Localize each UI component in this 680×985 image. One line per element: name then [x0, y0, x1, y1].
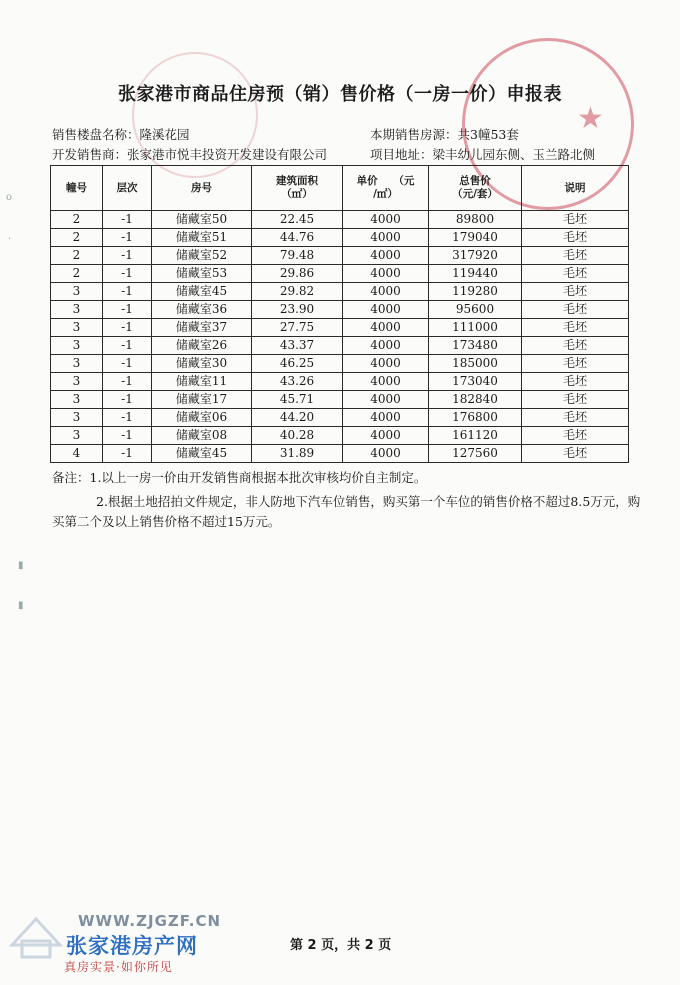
table-cell: 79.48	[252, 247, 343, 265]
table-cell: 毛坯	[522, 373, 629, 391]
table-cell: 182840	[429, 391, 522, 409]
table-body	[51, 211, 629, 463]
table-cell: 2	[51, 265, 103, 283]
table-row	[51, 301, 629, 319]
table-row	[51, 427, 629, 445]
table-cell: 毛坯	[522, 337, 629, 355]
table-cell: 储藏室50	[152, 211, 252, 229]
table-cell: 4000	[343, 391, 429, 409]
table-cell: 89800	[429, 211, 522, 229]
table-cell: 2	[51, 247, 103, 265]
scan-speck: ·	[8, 234, 12, 245]
table-cell: -1	[103, 211, 152, 229]
table-cell: 4000	[343, 319, 429, 337]
table-row	[51, 229, 629, 247]
table-cell: 3	[51, 283, 103, 301]
table-row	[51, 373, 629, 391]
table-cell: -1	[103, 319, 152, 337]
table-cell: 22.45	[252, 211, 343, 229]
table-cell: -1	[103, 247, 152, 265]
table-cell: -1	[103, 301, 152, 319]
table-cell: 161120	[429, 427, 522, 445]
table-cell: 2	[51, 229, 103, 247]
column-header: 层次	[103, 166, 152, 211]
table-cell: 储藏室30	[152, 355, 252, 373]
table-cell: 3	[51, 427, 103, 445]
watermark-logo-icon	[8, 905, 64, 961]
table-cell: 3	[51, 319, 103, 337]
price-table	[50, 165, 629, 463]
table-cell: 储藏室52	[152, 247, 252, 265]
address-line: 项目地址：梁丰幼儿园东侧、玉兰路北侧	[370, 147, 596, 162]
table-cell: 3	[51, 409, 103, 427]
table-row	[51, 391, 629, 409]
table-cell: 毛坯	[522, 211, 629, 229]
table-cell: -1	[103, 373, 152, 391]
table-cell: 储藏室11	[152, 373, 252, 391]
table-cell: 储藏室08	[152, 427, 252, 445]
table-row	[51, 283, 629, 301]
table-cell: 173040	[429, 373, 522, 391]
watermark-slogan: 真房实景·如你所见	[64, 960, 173, 974]
sale-source-line: 本期销售房源：共3幢53套	[370, 127, 519, 142]
table-cell: 4000	[343, 355, 429, 373]
table-row	[51, 319, 629, 337]
table-cell: 4000	[343, 229, 429, 247]
table-cell: -1	[103, 409, 152, 427]
table-row	[51, 265, 629, 283]
table-cell: -1	[103, 229, 152, 247]
sale-source: 共3幢53套	[457, 127, 519, 142]
table-cell: 储藏室45	[152, 445, 252, 463]
table-cell: 317920	[429, 247, 522, 265]
table-cell: 4000	[343, 211, 429, 229]
table-cell: -1	[103, 337, 152, 355]
note-1: 备注：1.以上一房一价由开发销售商根据本批次审核均价自主制定。	[52, 470, 427, 485]
table-cell: 4000	[343, 301, 429, 319]
table-cell: 毛坯	[522, 283, 629, 301]
table-cell: 29.86	[252, 265, 343, 283]
table-cell: 4	[51, 445, 103, 463]
table-cell: 毛坯	[522, 247, 629, 265]
project-name-line: 销售楼盘名称：隆溪花园	[52, 127, 190, 142]
table-cell: 4000	[343, 283, 429, 301]
table-cell: 储藏室53	[152, 265, 252, 283]
table-cell: 毛坯	[522, 427, 629, 445]
table-header-row	[51, 166, 629, 211]
developer-line: 开发销售商：张家港市悦丰投资开发建设有限公司	[52, 147, 328, 162]
table-row	[51, 445, 629, 463]
scan-speck: ▮	[18, 560, 24, 571]
column-header: 建筑面积 （㎡）	[252, 166, 343, 211]
column-header: 单价 （元 /㎡）	[343, 166, 429, 211]
table-cell: 毛坯	[522, 355, 629, 373]
table-cell: 储藏室36	[152, 301, 252, 319]
table-cell: 176800	[429, 409, 522, 427]
table-cell: 毛坯	[522, 319, 629, 337]
table-cell: 储藏室51	[152, 229, 252, 247]
table-cell: 毛坯	[522, 229, 629, 247]
column-header: 总售价 （元/套）	[429, 166, 522, 211]
document-title: 张家港市商品住房预（销）售价格（一房一价）申报表	[118, 84, 562, 105]
table-cell: 3	[51, 337, 103, 355]
table-cell: 毛坯	[522, 409, 629, 427]
table-cell: -1	[103, 391, 152, 409]
table-cell: 4000	[343, 445, 429, 463]
table-cell: 185000	[429, 355, 522, 373]
table-cell: 23.90	[252, 301, 343, 319]
table-cell: 4000	[343, 409, 429, 427]
column-header: 说明	[522, 166, 629, 211]
table-cell: 4000	[343, 337, 429, 355]
table-cell: 储藏室45	[152, 283, 252, 301]
table-cell: 3	[51, 373, 103, 391]
page-number: 第 2 页，共 2 页	[290, 938, 392, 953]
table-cell: -1	[103, 427, 152, 445]
table-row	[51, 409, 629, 427]
project-address: 梁丰幼儿园东侧、玉兰路北侧	[432, 147, 596, 162]
table-cell: 4000	[343, 247, 429, 265]
watermark-url: WWW.ZJGZF.CN	[78, 912, 222, 930]
table-cell: 179040	[429, 229, 522, 247]
developer-name: 张家港市悦丰投资开发建设有限公司	[127, 147, 328, 162]
table-cell: 毛坯	[522, 445, 629, 463]
table-cell: 4000	[343, 373, 429, 391]
scan-speck: o	[6, 192, 13, 203]
table-cell: 43.26	[252, 373, 343, 391]
column-header: 幢号	[51, 166, 103, 211]
table-cell: 119440	[429, 265, 522, 283]
project-name: 隆溪花园	[139, 127, 190, 142]
table-cell: 2	[51, 211, 103, 229]
table-cell: 储藏室06	[152, 409, 252, 427]
table-cell: 127560	[429, 445, 522, 463]
star-icon: ★	[577, 101, 604, 136]
table-cell: 46.25	[252, 355, 343, 373]
table-row	[51, 355, 629, 373]
table-cell: 3	[51, 355, 103, 373]
table-cell: 45.71	[252, 391, 343, 409]
scan-speck: ▮	[18, 600, 24, 611]
table-cell: 4000	[343, 265, 429, 283]
table-cell: 31.89	[252, 445, 343, 463]
table-cell: 储藏室17	[152, 391, 252, 409]
table-cell: 44.76	[252, 229, 343, 247]
table-cell: 储藏室26	[152, 337, 252, 355]
table-cell: 3	[51, 301, 103, 319]
table-cell: 95600	[429, 301, 522, 319]
table-cell: -1	[103, 355, 152, 373]
table-cell: 43.37	[252, 337, 343, 355]
table-cell: -1	[103, 445, 152, 463]
table-row	[51, 211, 629, 229]
watermark-site-name: 张家港房产网	[66, 934, 198, 958]
table-cell: 40.28	[252, 427, 343, 445]
table-cell: -1	[103, 265, 152, 283]
table-row	[51, 337, 629, 355]
table-cell: 储藏室37	[152, 319, 252, 337]
table-cell: 29.82	[252, 283, 343, 301]
table-cell: 毛坯	[522, 391, 629, 409]
table-cell: 3	[51, 391, 103, 409]
table-cell: 27.75	[252, 319, 343, 337]
table-row	[51, 247, 629, 265]
note-2: 2.根据土地招拍文件规定，非人防地下汽车位销售，购买第一个车位的销售价格不超过8.5万元，购买第二个及以上销售价格不超过15万元。	[52, 494, 641, 529]
column-header: 房号	[152, 166, 252, 211]
table-cell: 毛坯	[522, 301, 629, 319]
table-cell: 119280	[429, 283, 522, 301]
table-cell: 44.20	[252, 409, 343, 427]
table-cell: 173480	[429, 337, 522, 355]
table-cell: -1	[103, 283, 152, 301]
table-cell: 毛坯	[522, 265, 629, 283]
table-cell: 111000	[429, 319, 522, 337]
table-cell: 4000	[343, 427, 429, 445]
